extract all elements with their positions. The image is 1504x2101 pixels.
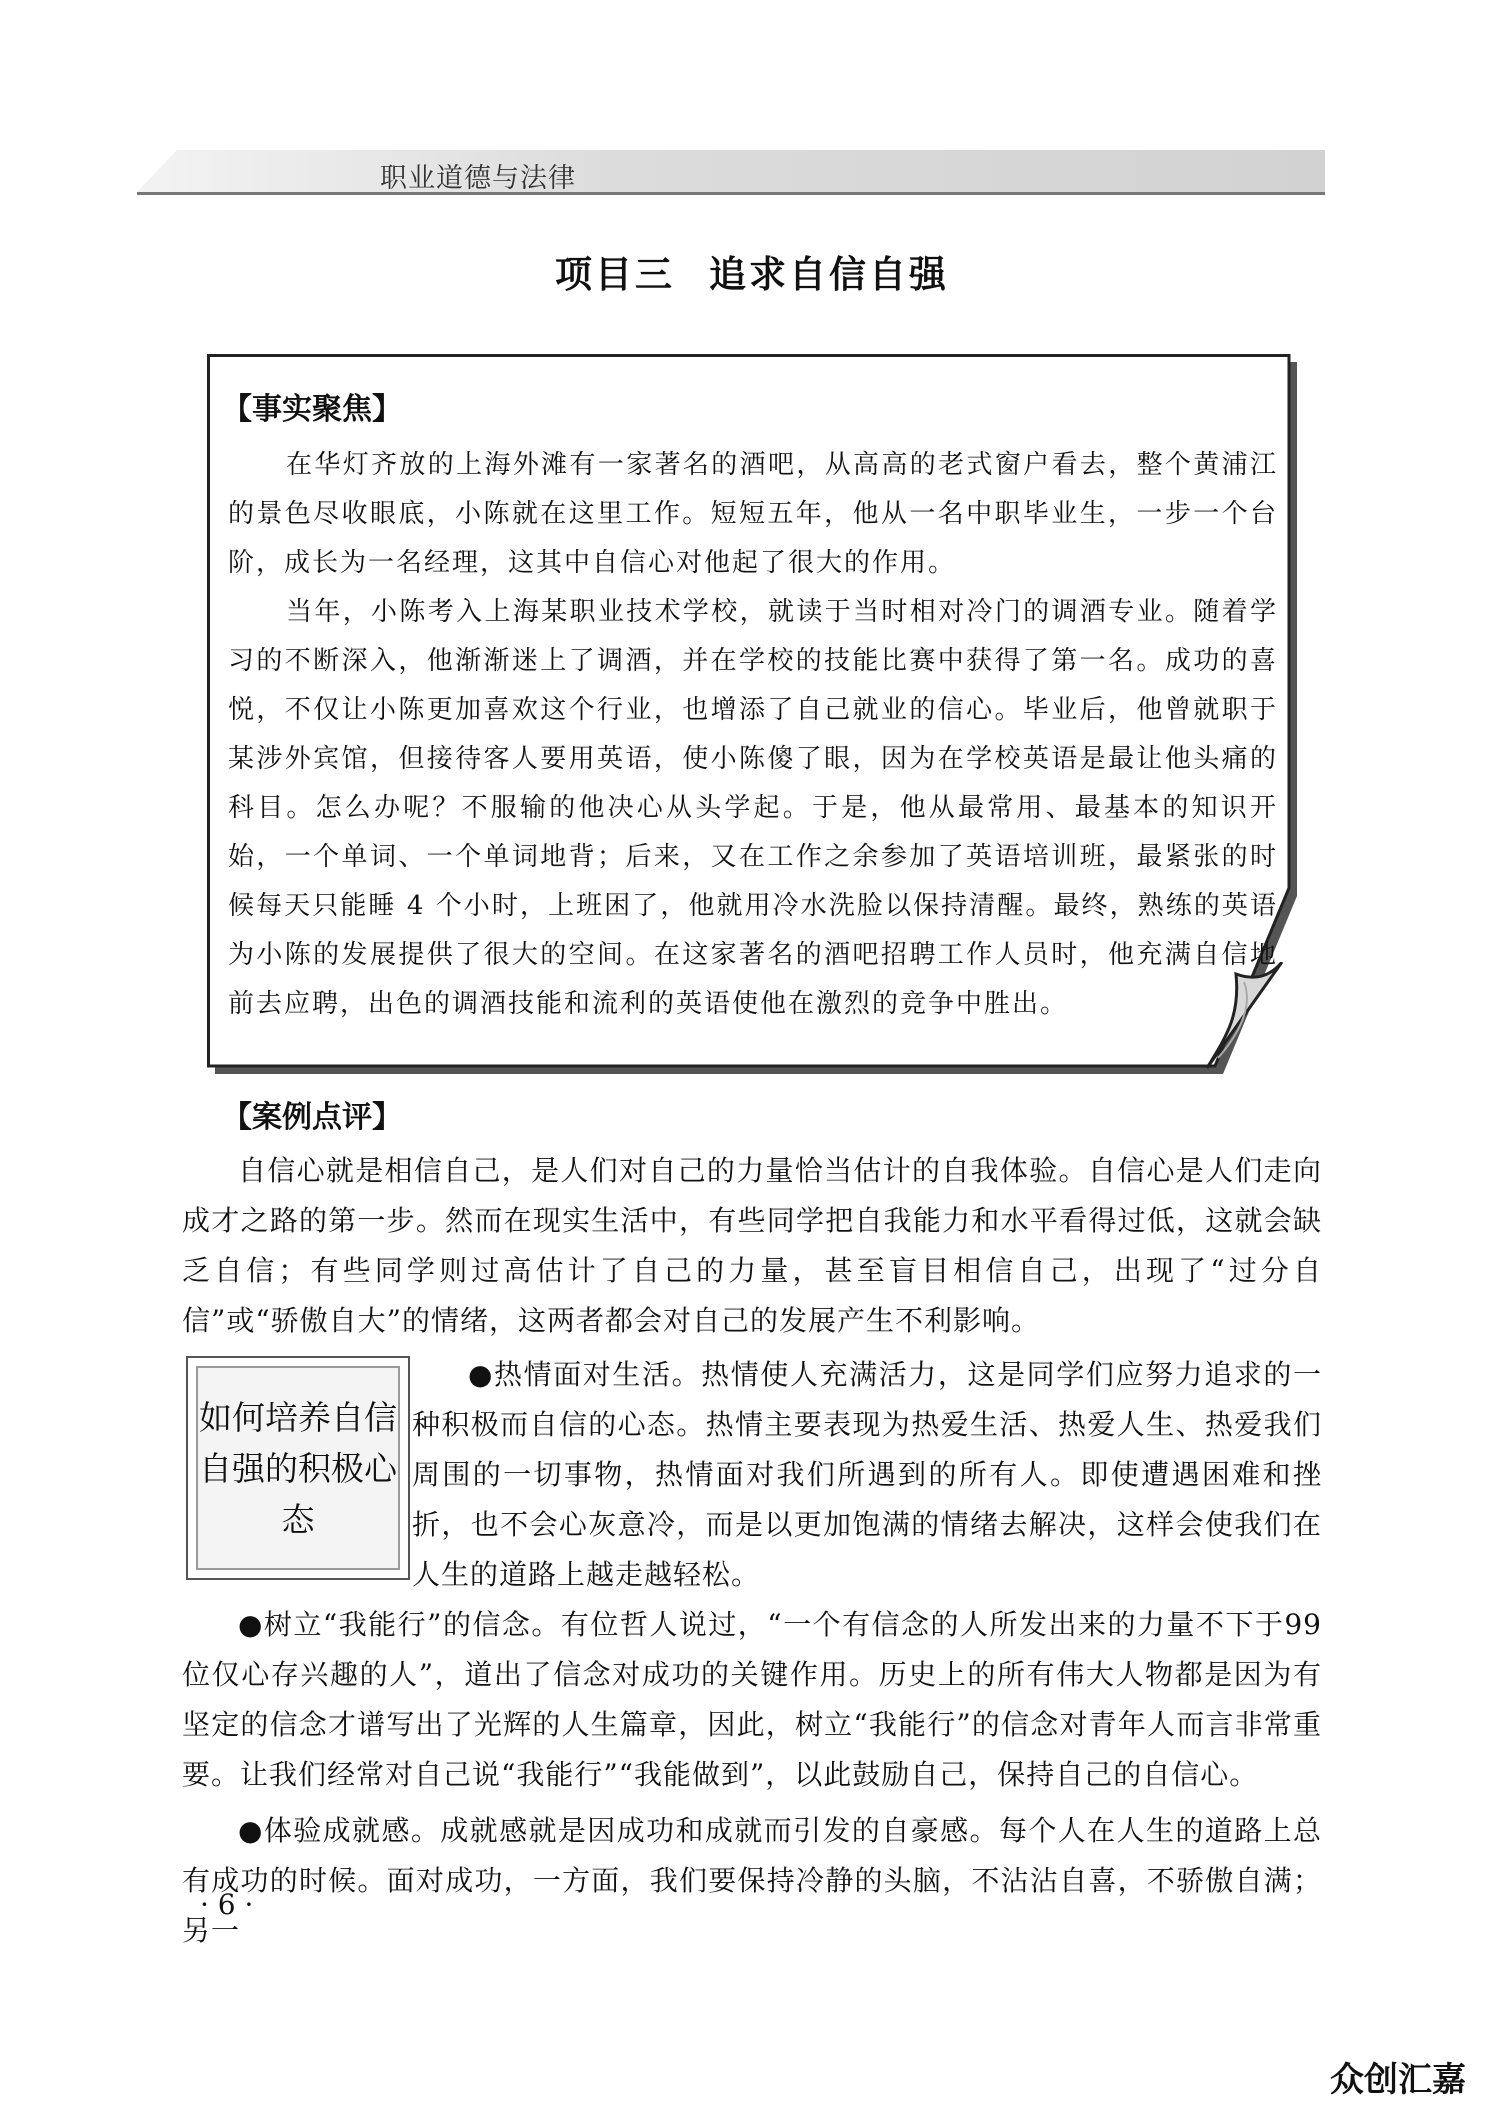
fact-focus-heading: 【事实聚焦】 (222, 392, 402, 427)
point-achievement (182, 1806, 1322, 1956)
fact-focus-body (228, 441, 1278, 1029)
running-header-title: 职业道德与法律 (380, 163, 576, 194)
point-enthusiasm (412, 1350, 1322, 1600)
header-band (137, 150, 1325, 192)
intro-paragraph: 自信心就是相信自己，是人们对自己的力量恰当估计的自我体验。自信心是人们走向成才之路的第一步。然而在现实生活中，有些同学把自我能力和水平看得过低，这就会缺乏自信；有些同学则过高估计了自己的力量，甚至盲目相信自己，出现了“过分自信”或“骄傲自大”的情绪，这两者都会对自己的发展产生不利影响。 (182, 1154, 1322, 1337)
point-belief (182, 1600, 1322, 1800)
watermark: 众创汇嘉 (1330, 2060, 1466, 2100)
sidebar-label: 如何培养自信自强的积极心态 (199, 1397, 397, 1539)
case-review-intro (182, 1146, 1322, 1346)
point-paragraph: ●树立“我能行”的信念。有位哲人说过，“一个有信念的人所发出来的力量不下于99位仅心存兴趣的人”，道出了信念对成功的关键作用。历史上的所有伟大人物都是因为有坚定的信念才谱写出了光辉的人生篇章，因此，树立“我能行”的信念对青年人而言非常重要。让我们经常对自己说“我能行”“我能做到”，以此鼓励自己，保持自己的自信心。 (182, 1608, 1322, 1791)
fact-paragraph: 在华灯齐放的上海外滩有一家著名的酒吧，从高高的老式窗户看去，整个黄浦江的景色尽收眼底，小陈就在这里工作。短短五年，他从一名中职毕业生，一步一个台阶，成长为一名经理，这其中自信心对他起了很大的作用。 (228, 450, 1278, 578)
case-review-heading: 【案例点评】 (222, 1100, 402, 1135)
point-paragraph: ●体验成就感。成就感就是因成功和成就而引发的自豪感。每个人在人生的道路上总有成功的时候。面对成功，一方面，我们要保持冷静的头脑，不沾沾自喜，不骄傲自满；另一 (182, 1814, 1322, 1947)
sidebar-callout (186, 1356, 410, 1580)
page-number: · 6 · (200, 1888, 254, 1921)
title-project-name: 追求自信自强 (709, 253, 949, 296)
title-project-number: 项目三 (555, 253, 675, 296)
fact-paragraph: 当年，小陈考入上海某职业技术学校，就读于当时相对冷门的调酒专业。随着学习的不断深入，他渐渐迷上了调酒，并在学校的技能比赛中获得了第一名。成功的喜悦，不仅让小陈更加喜欢这个行业，也增添了自己就业的信心。毕业后，他曾就职于某涉外宾馆，但接待客人要用英语，使小陈傻了眼，因为在学校英语是最让他头痛的科目。怎么办呢？不服输的他决心从头学起。于是，他从最常用、最基本的知识开始，一个单词、一个单词地背；后来，又在工作之余参加了英语培训班，最紧张的时候每天只能睡 4 个小时，上班困了，他就用冷水洗脸以保持清醒。最终，熟练的英语为小陈的发展提供了很大的空间。在这家著名的酒吧招聘工作人员时，他充满自信地前去应聘，出色的调酒技能和流利的英语使他在激烈的竞争中胜出。 (228, 597, 1278, 1019)
header-rule (137, 192, 1325, 195)
page-title (0, 244, 1504, 298)
point-paragraph: ●热情面对生活。热情使人充满活力，这是同学们应努力追求的一种积极而自信的心态。热情主要表现为热爱生活、热爱人生、热爱我们周围的一切事物，热情面对我们所遇到的所有人。即使遭遇困难和挫折，也不会心灰意冷，而是以更加饱满的情绪去解决，这样会使我们在人生的道路上越走越轻松。 (412, 1358, 1322, 1591)
